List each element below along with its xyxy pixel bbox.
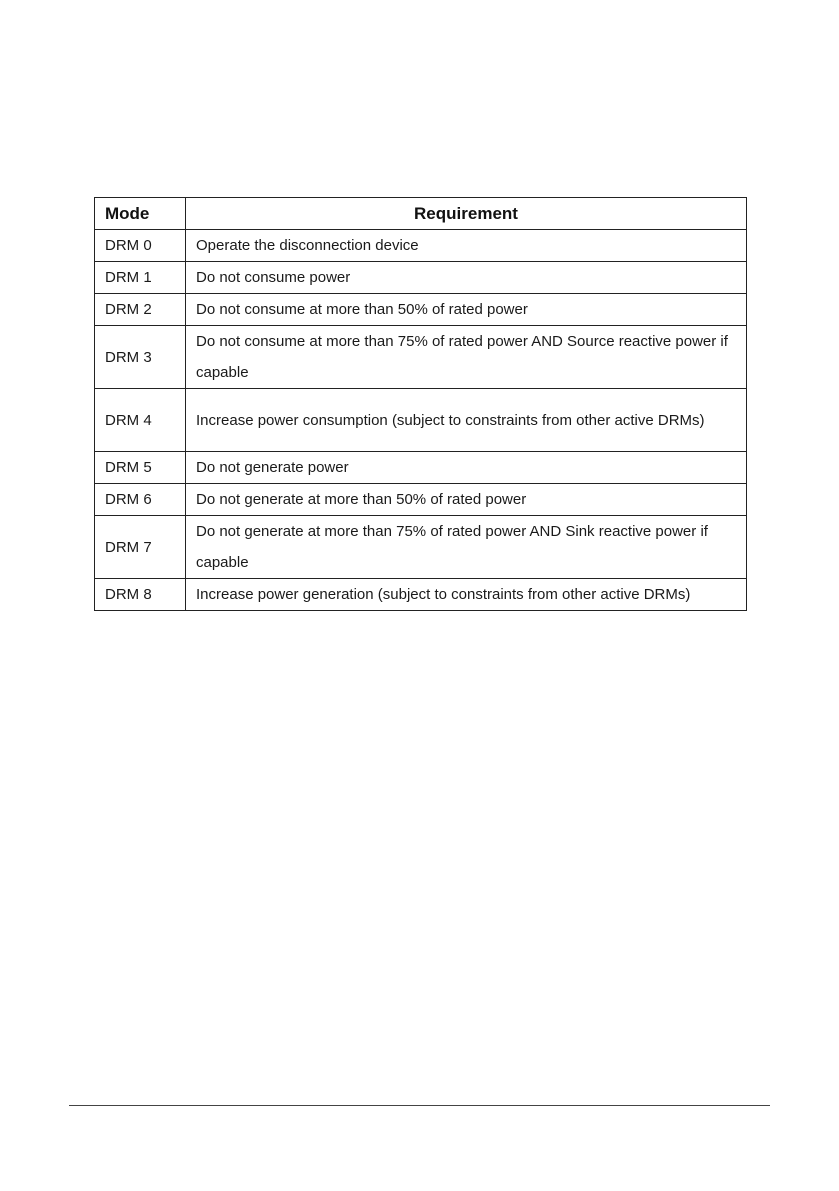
mode-cell: DRM 3 xyxy=(95,326,186,389)
table-row xyxy=(95,262,747,294)
mode-cell: DRM 2 xyxy=(95,294,186,326)
mode-cell: DRM 1 xyxy=(95,262,186,294)
table-row xyxy=(95,484,747,516)
drm-modes-table xyxy=(94,197,747,611)
requirement-cell: Increase power consumption (subject to constraints from other active DRMs) xyxy=(186,389,747,452)
requirement-cell: Do not consume at more than 75% of rated power AND Source reactive power if capable xyxy=(186,326,747,389)
table-row xyxy=(95,452,747,484)
requirement-cell: Increase power generation (subject to constraints from other active DRMs) xyxy=(186,579,747,611)
table-row xyxy=(95,326,747,389)
requirement-cell: Do not generate at more than 75% of rated power AND Sink reactive power if capable xyxy=(186,516,747,579)
requirement-cell: Do not generate power xyxy=(186,452,747,484)
mode-cell: DRM 8 xyxy=(95,579,186,611)
mode-cell: DRM 0 xyxy=(95,230,186,262)
requirement-cell: Do not generate at more than 50% of rated power xyxy=(186,484,747,516)
table-row xyxy=(95,516,747,579)
table-row xyxy=(95,389,747,452)
mode-cell: DRM 7 xyxy=(95,516,186,579)
mode-column-header: Mode xyxy=(95,198,186,230)
table-row xyxy=(95,230,747,262)
requirement-cell: Do not consume power xyxy=(186,262,747,294)
table-row xyxy=(95,579,747,611)
requirement-cell: Do not consume at more than 50% of rated power xyxy=(186,294,747,326)
mode-cell: DRM 4 xyxy=(95,389,186,452)
requirement-cell: Operate the disconnection device xyxy=(186,230,747,262)
mode-cell: DRM 5 xyxy=(95,452,186,484)
table-row xyxy=(95,294,747,326)
mode-cell: DRM 6 xyxy=(95,484,186,516)
requirement-column-header: Requirement xyxy=(186,198,747,230)
footer-divider xyxy=(69,1105,770,1106)
table-header-row xyxy=(95,198,747,230)
